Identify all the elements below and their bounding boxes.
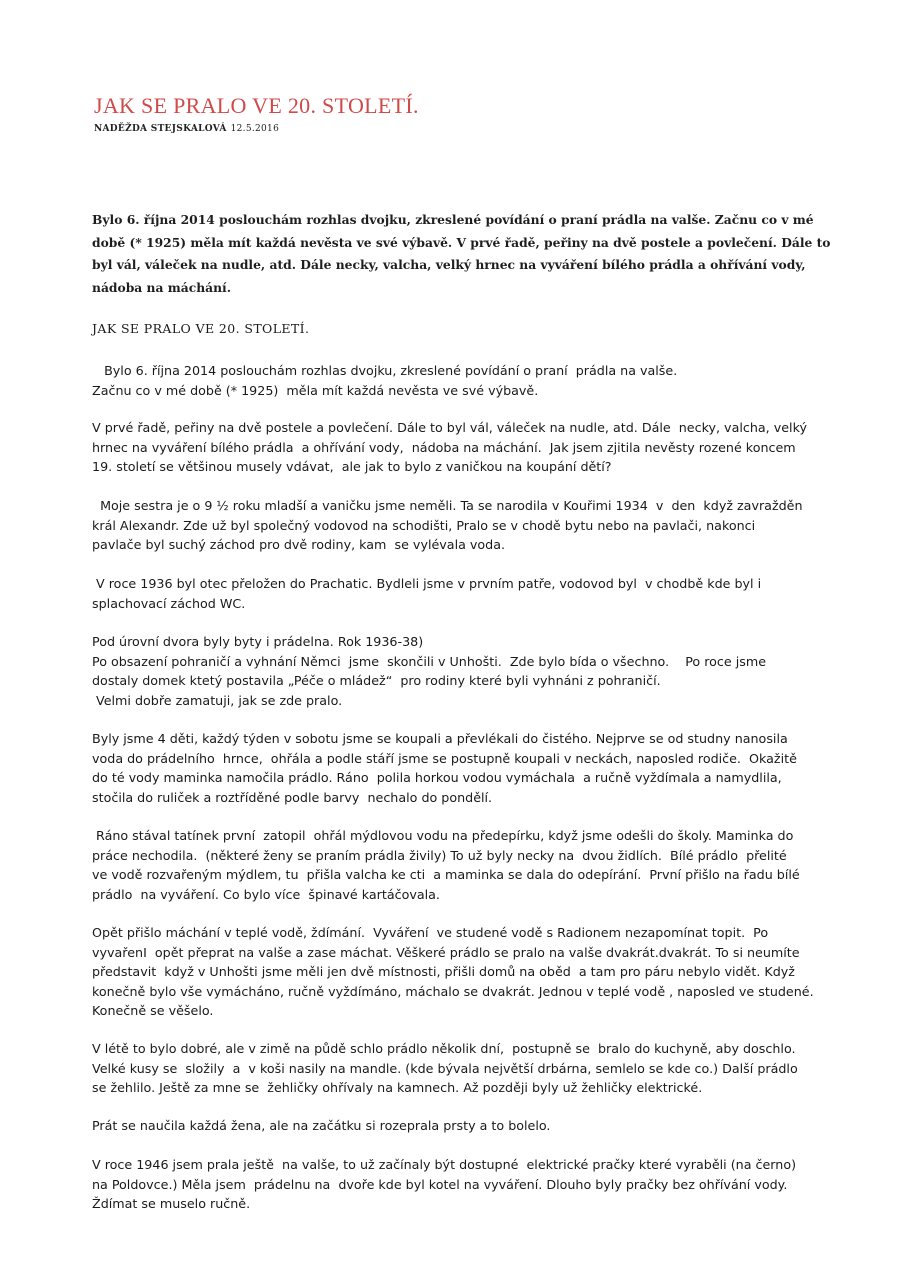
body-line: král Alexandr. Zde už byl společný vodovod na schodišti, Pralo se v chodě bytu nebo na pavlači, nakonci xyxy=(92,517,756,533)
body-line: Moje sestra je o 9 ½ roku mladší a vaničku jsme neměli. Ta se narodila v Kouřimi 1934 v den když zavražděn xyxy=(92,498,803,513)
body-paragraph-10 xyxy=(92,1116,827,1136)
body-line: vyvařenI opět přeprat na valše a zase máchat. Věškeré prádlo se pralo na valše dvakrát.dvakrát. To si neumíte xyxy=(92,944,800,960)
body-line: Bylo 6. října 2014 poslouchám rozhlas dvojku, zkreslené povídání o praní prádla na valše. xyxy=(92,363,678,378)
body-line: 19. století se většinou musely vdávat, ale jak to bylo z vaničkou na koupání dětí? xyxy=(92,459,612,475)
publish-date: 12.5.2016 xyxy=(230,124,280,134)
body-line: Ráno stával tatínek první zatopil ohřál mýdlovou vodu na předepírku, když jsme odešli do školy. Maminka do xyxy=(92,828,794,843)
body-paragraph-6 xyxy=(92,729,827,807)
body-line: hrnec na vyváření bílého prádla a ohřívání vody, nádoba na máchání. Jak jsem zjitila nevěsty rozené koncem xyxy=(92,439,796,455)
body-paragraph-11 xyxy=(92,1155,827,1214)
body-line: konečně bylo vše vymácháno, ručně vyždímáno, máchalo se dvakrát. Jednou v teplé vodě , naposled ve studené. xyxy=(92,983,814,999)
body-paragraph-4 xyxy=(92,574,827,613)
lead-line: byl vál, váleček na nudle, atd. Dále necky, valcha, velký hrnec na vyváření bílého prádla a ohřívání vody, xyxy=(92,257,806,272)
body-line: Velké kusy se složily a v koši nasily na mandle. (kde bývala největší drbárna, semlelo se kde co.) Další prádlo xyxy=(92,1060,798,1076)
body-line: Začnu co v mé době (* 1925) měla mít každá nevěsta ve své výbavě. xyxy=(92,382,539,398)
body-line: Pod úrovní dvora byly byty i prádelna. Rok 1936-38) xyxy=(92,634,424,649)
body-line: Konečně se věšelo. xyxy=(92,1003,214,1019)
body-line: do té vody maminka namočila prádlo. Ráno polila horkou vodou vymáchala a ručně vyždímala a namydlila, xyxy=(92,770,782,786)
body-line: Ždímat se muselo ručně. xyxy=(92,1196,251,1212)
body-line: se žehlilo. Ještě za mne se žehličky ohřívaly na kamnech. Až později byly už žehličky elektrické. xyxy=(92,1080,703,1096)
body-line: Byly jsme 4 děti, každý týden v sobotu jsme se koupali a převlékali do čistého. Nejprve se od studny nanosila xyxy=(92,731,788,746)
body-paragraph-8 xyxy=(92,923,827,1021)
body-line: V prvé řadě, peřiny na dvě postele a povlečení. Dále to byl vál, váleček na nudle, atd. Dále necky, valcha, velký xyxy=(92,420,807,435)
body-paragraph-7 xyxy=(92,826,827,904)
body-line: práce nechodila. (některé ženy se praním prádla živily) To už byly necky na dvou židlích. Bílé prádlo přelité xyxy=(92,847,787,863)
body-line: pavlače byl suchý záchod pro dvě rodiny, kam se vylévala voda. xyxy=(92,537,506,553)
body-line: V roce 1946 jsem prala ještě na valše, to už začínaly být dostupné elektrické pračky které vyraběli (na černo) xyxy=(92,1157,797,1172)
lead-paragraph xyxy=(92,209,831,299)
body-line: prádlo na vyváření. Co bylo více špinavé kartáčovala. xyxy=(92,886,440,902)
lead-line: nádoba na máchání. xyxy=(92,279,232,295)
body-paragraph-3 xyxy=(92,496,827,555)
body-line: voda do prádelního hrnce, ohřála a podle stáří jsme se postupně koupali v neckách, naposled rodiče. Okažitě xyxy=(92,750,797,766)
body-line: Opět přišlo máchání v teplé vodě, ždímání. Vyváření ve studené vodě s Radionem nezapomínat topit. Po xyxy=(92,925,769,940)
author-name: NADĚŽDA STEJSKALOVÁ xyxy=(94,124,227,134)
body-paragraph-5 xyxy=(92,632,827,710)
body-line: dostaly domek ktetý postavila „Péče o mládež“ pro rodiny které byli vyhnáni z pohraničí. xyxy=(92,673,661,689)
section-heading: JAK SE PRALO VE 20. STOLETÍ. xyxy=(92,321,310,336)
body-line: splachovací záchod WC. xyxy=(92,595,246,611)
lead-line: Bylo 6. října 2014 poslouchám rozhlas dvojku, zkreslené povídání o praní prádla na valše. Začnu co v mé xyxy=(92,212,814,227)
body-line: Prát se naučila každá žena, ale na začátku si rozeprala prsty a to bolelo. xyxy=(92,1118,551,1133)
body-paragraph-2 xyxy=(92,418,827,477)
body-line: na Poldovce.) Měla jsem prádelnu na dvoře kde byl kotel na vyváření. Dlouho byly pračky bez ohřívání vody. xyxy=(92,1176,788,1192)
body-line: Po obsazení pohraničí a vyhnání Němci jsme skončili v Unhošti. Zde bylo bída o všechno. Po roce jsme xyxy=(92,653,767,669)
byline xyxy=(94,124,279,134)
body-line: představit když v Unhošti jsme měli jen dvě místnosti, přišli domů na oběd a tam pro páru nebylo vidět. Když xyxy=(92,964,795,980)
body-line: Velmi dobře zamatuji, jak se zde pralo. xyxy=(92,692,343,708)
body-paragraph-9 xyxy=(92,1039,827,1098)
lead-line: době (* 1925) měla mít každá nevěsta ve své výbavě. V prvé řadě, peřiny na dvě postele a povlečení. Dále to xyxy=(92,234,831,250)
body-line: ve vodě rozvařeným mýdlem, tu přišla valcha ke cti a maminka se dala do odepírání. První přišlo na řadu bílé xyxy=(92,867,800,883)
document-title: JAK SE PRALO VE 20. STOLETÍ. xyxy=(94,93,419,118)
body-line: stočila do ruliček a roztříděné podle barvy nechalo do pondělí. xyxy=(92,789,493,805)
body-line: V létě to bylo dobré, ale v zimě na půdě schlo prádlo několik dní, postupně se bralo do kuchyně, aby doschlo. xyxy=(92,1041,796,1056)
body-paragraph-1 xyxy=(92,361,827,400)
body-line: V roce 1936 byl otec přeložen do Prachatic. Bydleli jsme v prvním patře, vodovod byl v chodbě kde byl i xyxy=(92,576,762,591)
